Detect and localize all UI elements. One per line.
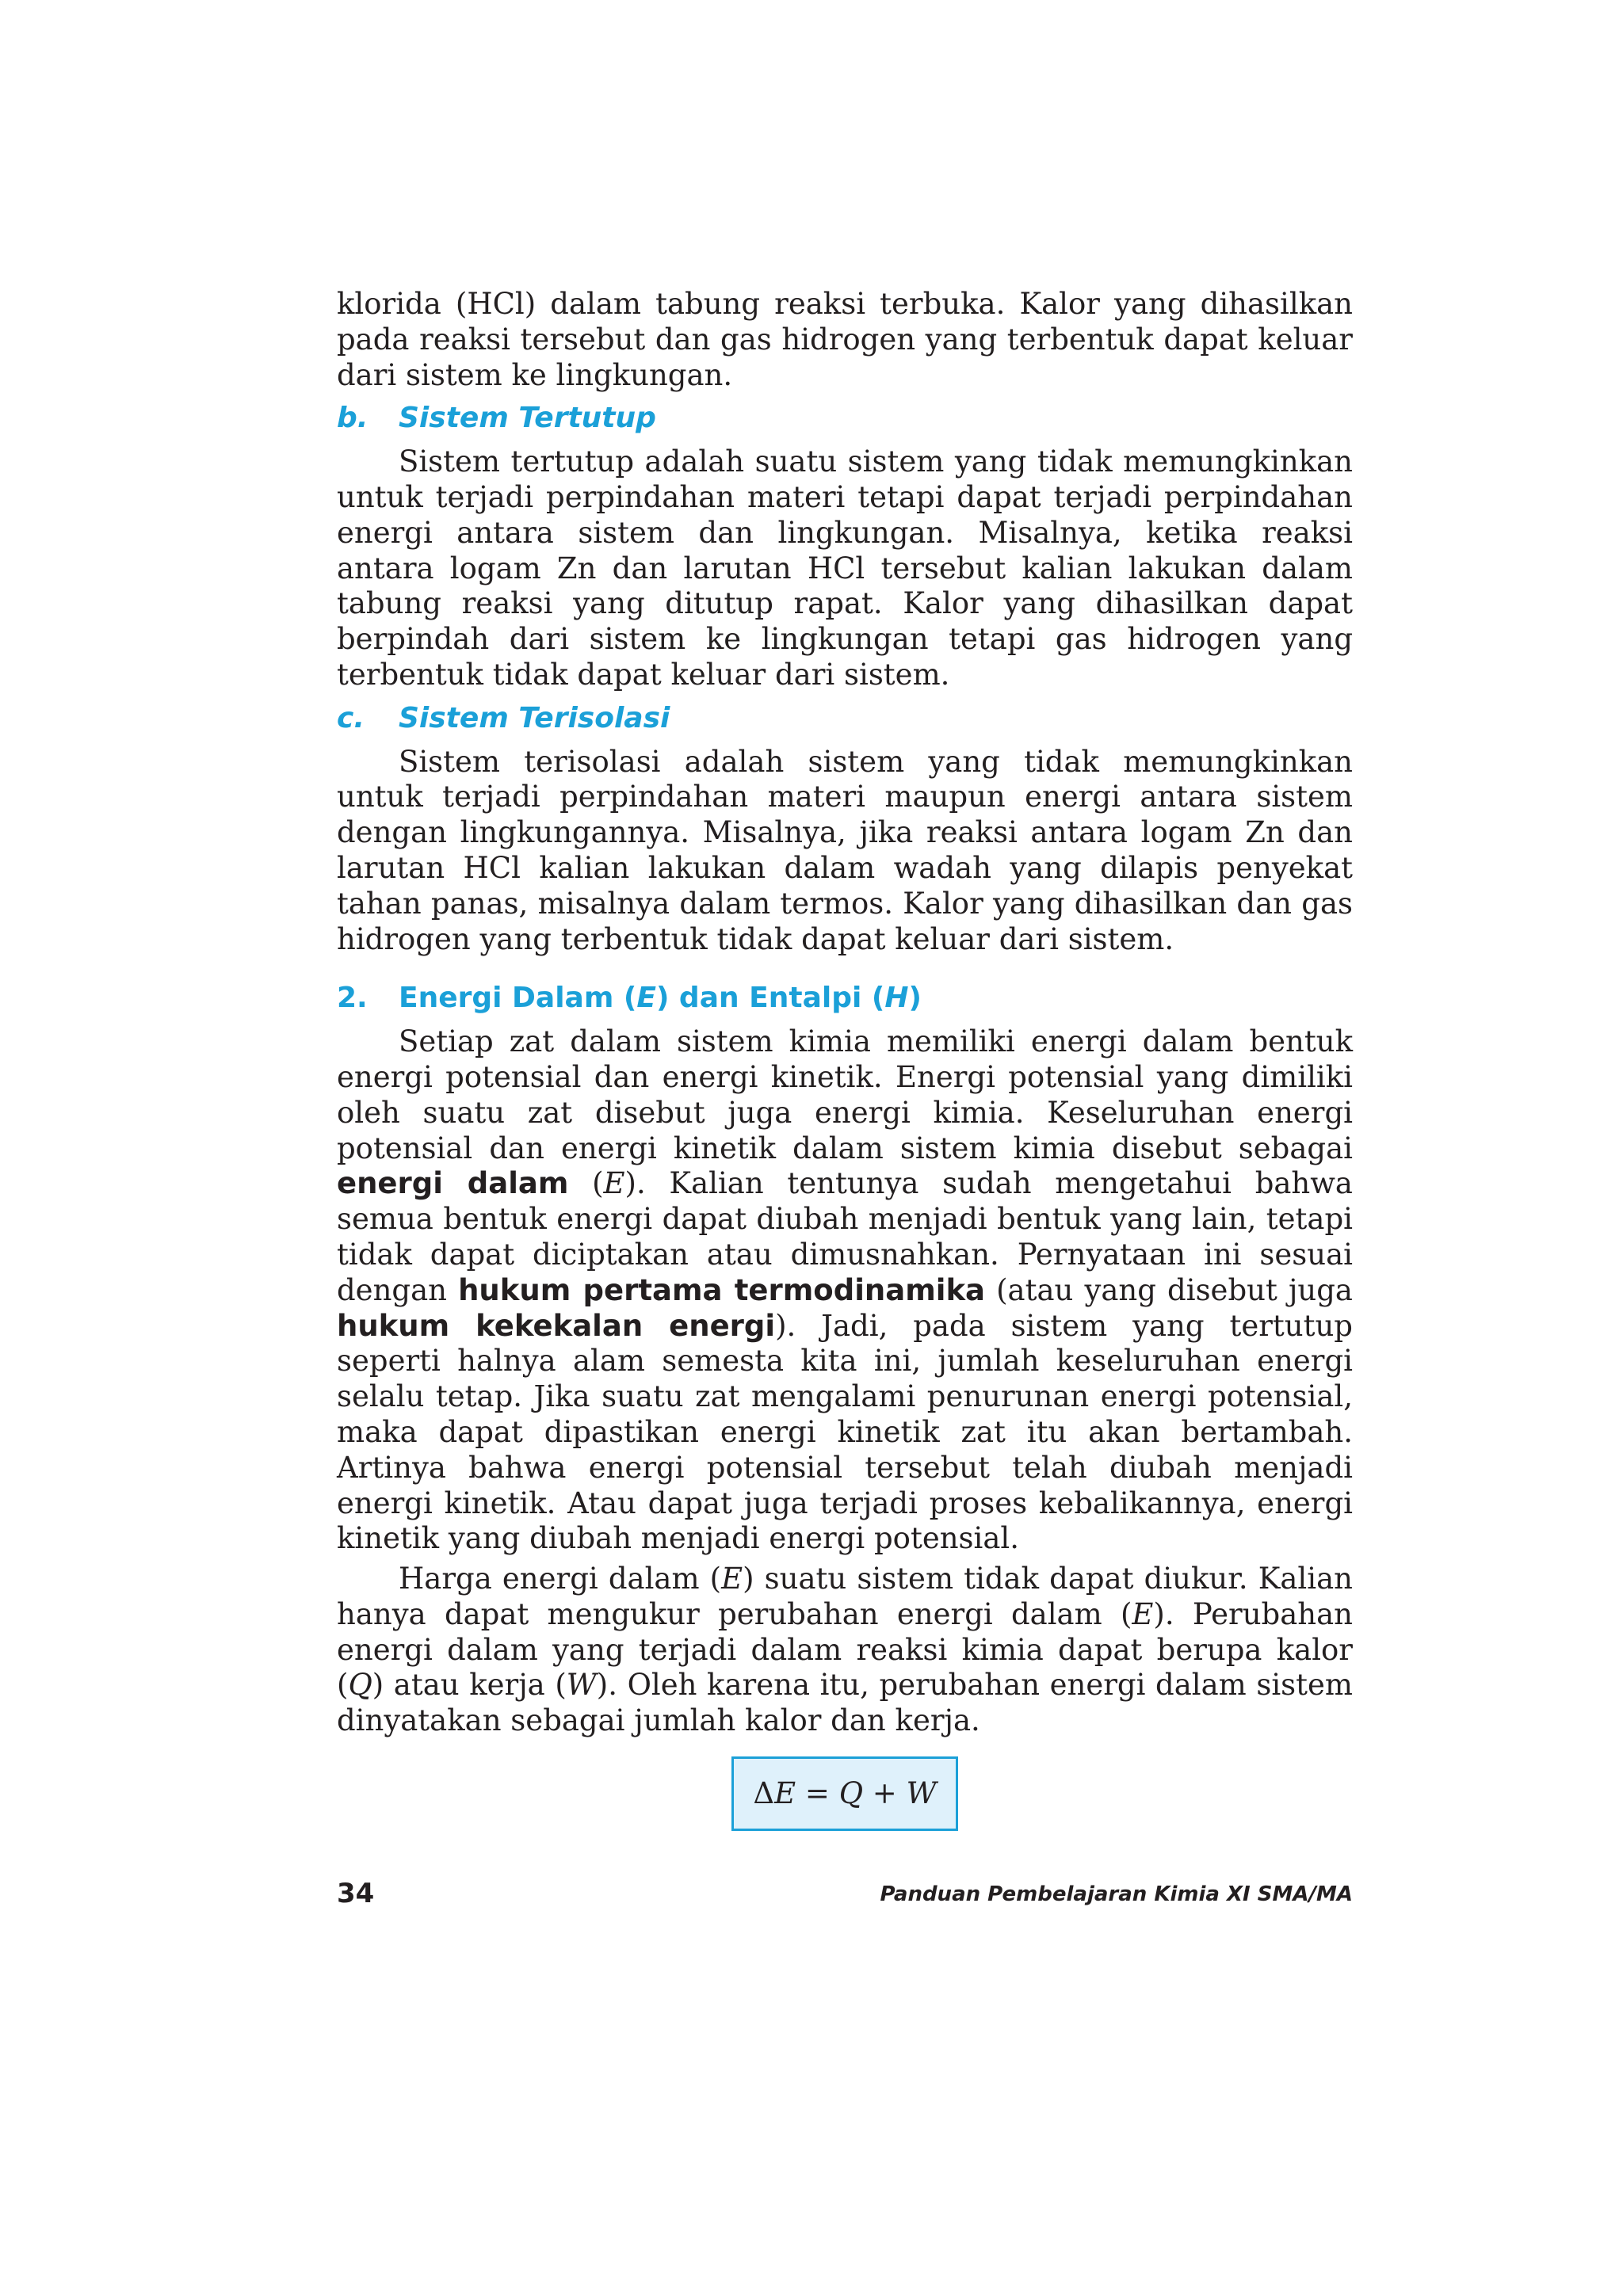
- symbol-q: Q: [348, 1668, 372, 1703]
- page-footer: [337, 1878, 1353, 1917]
- text-run: (: [568, 1166, 604, 1201]
- text-run: ). Kalian tentunya sudah mengetahui bahwa semua bentuk energi dapat diubah menjadi bentuk yang lain, tetapi tidak dapat diciptakan atau dimusnahkan. Pernyataan ini sesuai dengan: [337, 1166, 1353, 1307]
- formula-e: E: [774, 1776, 796, 1811]
- symbol-w: W: [566, 1668, 597, 1703]
- text-run: ). Perubahan energi dalam yang terjadi dalam reaksi kimia dapat berupa kalor (: [337, 1596, 1353, 1703]
- heading-isolated-system: [337, 701, 1353, 737]
- page-number: 34: [337, 1878, 375, 1909]
- keyword-internal-energy: energi dalam: [337, 1166, 569, 1201]
- symbol-e: E: [1132, 1596, 1154, 1631]
- heading-symbol-e: E: [636, 982, 656, 1015]
- formula-equals: =: [796, 1776, 839, 1811]
- symbol-e: E: [603, 1166, 625, 1201]
- text-run: ) suatu sistem tidak dapat diukur. Kalian hanya dapat mengukur perubahan energi dalam (: [337, 1562, 1353, 1631]
- text-run: (atau yang disebut juga: [985, 1272, 1353, 1307]
- heading-title: Sistem Terisolasi: [399, 701, 670, 734]
- text-run: ) atau kerja (: [372, 1668, 567, 1703]
- keyword-first-law: hukum pertama termodinamika: [458, 1272, 986, 1307]
- heading-text: Energi Dalam (: [399, 982, 637, 1015]
- formula-plus: +: [863, 1776, 907, 1811]
- heading-internal-energy-enthalpy: [337, 981, 1353, 1016]
- heading-text: ): [908, 982, 922, 1015]
- symbol-e: E: [721, 1562, 743, 1596]
- formula-container: [337, 1756, 1353, 1831]
- formula-box: [731, 1756, 957, 1831]
- text-run: Setiap zat dalam sistem kimia memiliki energi dalam bentuk energi potensial dan energi kinetik. Energi potensial yang dimiliki oleh suatu zat disebut juga energi kimia. Keseluruhan energi potensial dan energi kinetik dalam sistem kimia disebut sebagai: [337, 1024, 1353, 1165]
- heading-text: ) dan Entalpi (: [655, 982, 885, 1015]
- heading-title: Sistem Tertutup: [399, 402, 656, 435]
- heading-symbol-h: H: [884, 982, 909, 1015]
- heading-closed-system: [337, 401, 1353, 437]
- text-run: ). Oleh karena itu, perubahan energi dalam sistem dinyatakan sebagai jumlah kalor dan kerja.: [337, 1668, 1353, 1738]
- section-number: 2.: [337, 982, 368, 1015]
- formula-w: W: [906, 1776, 937, 1811]
- paragraph-energy-change: [337, 1562, 1353, 1739]
- paragraph-isolated-system: Sistem terisolasi adalah sistem yang tidak memungkinkan untuk terjadi perpindahan materi maupun energi antara sistem dengan lingkungannya. Misalnya, jika reaksi antara logam Zn dan larutan HCl kalian lakukan dalam wadah yang dilapis penyekat tahan panas, misalnya dalam termos. Kalor yang dihasilkan dan gas hidrogen yang terbentuk tidak dapat keluar dari sistem.: [337, 744, 1353, 956]
- page-content: [337, 287, 1353, 1831]
- book-title-footer: Panduan Pembelajaran Kimia XI SMA/MA: [880, 1882, 1353, 1906]
- heading-letter: b.: [337, 402, 369, 435]
- keyword-conservation-law: hukum kekekalan energi: [337, 1308, 776, 1343]
- formula-delta: Δ: [753, 1776, 775, 1811]
- paragraph-closed-system: Sistem tertutup adalah suatu sistem yang tidak memungkinkan untuk terjadi perpindahan materi tetapi dapat terjadi perpindahan energi antara sistem dan lingkungan. Misalnya, ketika reaksi antara logam Zn dan larutan HCl tersebut kalian lakukan dalam tabung reaksi yang ditutup rapat. Kalor yang dihasilkan dapat berpindah dari sistem ke lingkungan tetapi gas hidrogen yang terbentuk tidak dapat keluar dari sistem.: [337, 444, 1353, 692]
- text-run: Harga energi dalam (: [399, 1562, 722, 1596]
- paragraph-open-system-end: klorida (HCl) dalam tabung reaksi terbuka. Kalor yang dihasilkan pada reaksi tersebut dan gas hidrogen yang terbentuk dapat keluar dari sistem ke lingkungan.: [337, 287, 1353, 392]
- paragraph-internal-energy: [337, 1024, 1353, 1557]
- heading-letter: c.: [337, 701, 365, 734]
- formula-q: Q: [838, 1776, 864, 1811]
- text-run: ). Jadi, pada sistem yang tertutup seperti halnya alam semesta kita ini, jumlah keseluruhan energi selalu tetap. Jika suatu zat mengalami penurunan energi potensial, maka dapat dipastikan energi kinetik zat itu akan bertambah. Artinya bahwa energi potensial tersebut telah diubah menjadi energi kinetik. Atau dapat juga terjadi proses kebalikannya, energi kinetik yang diubah menjadi energi potensial.: [337, 1308, 1353, 1556]
